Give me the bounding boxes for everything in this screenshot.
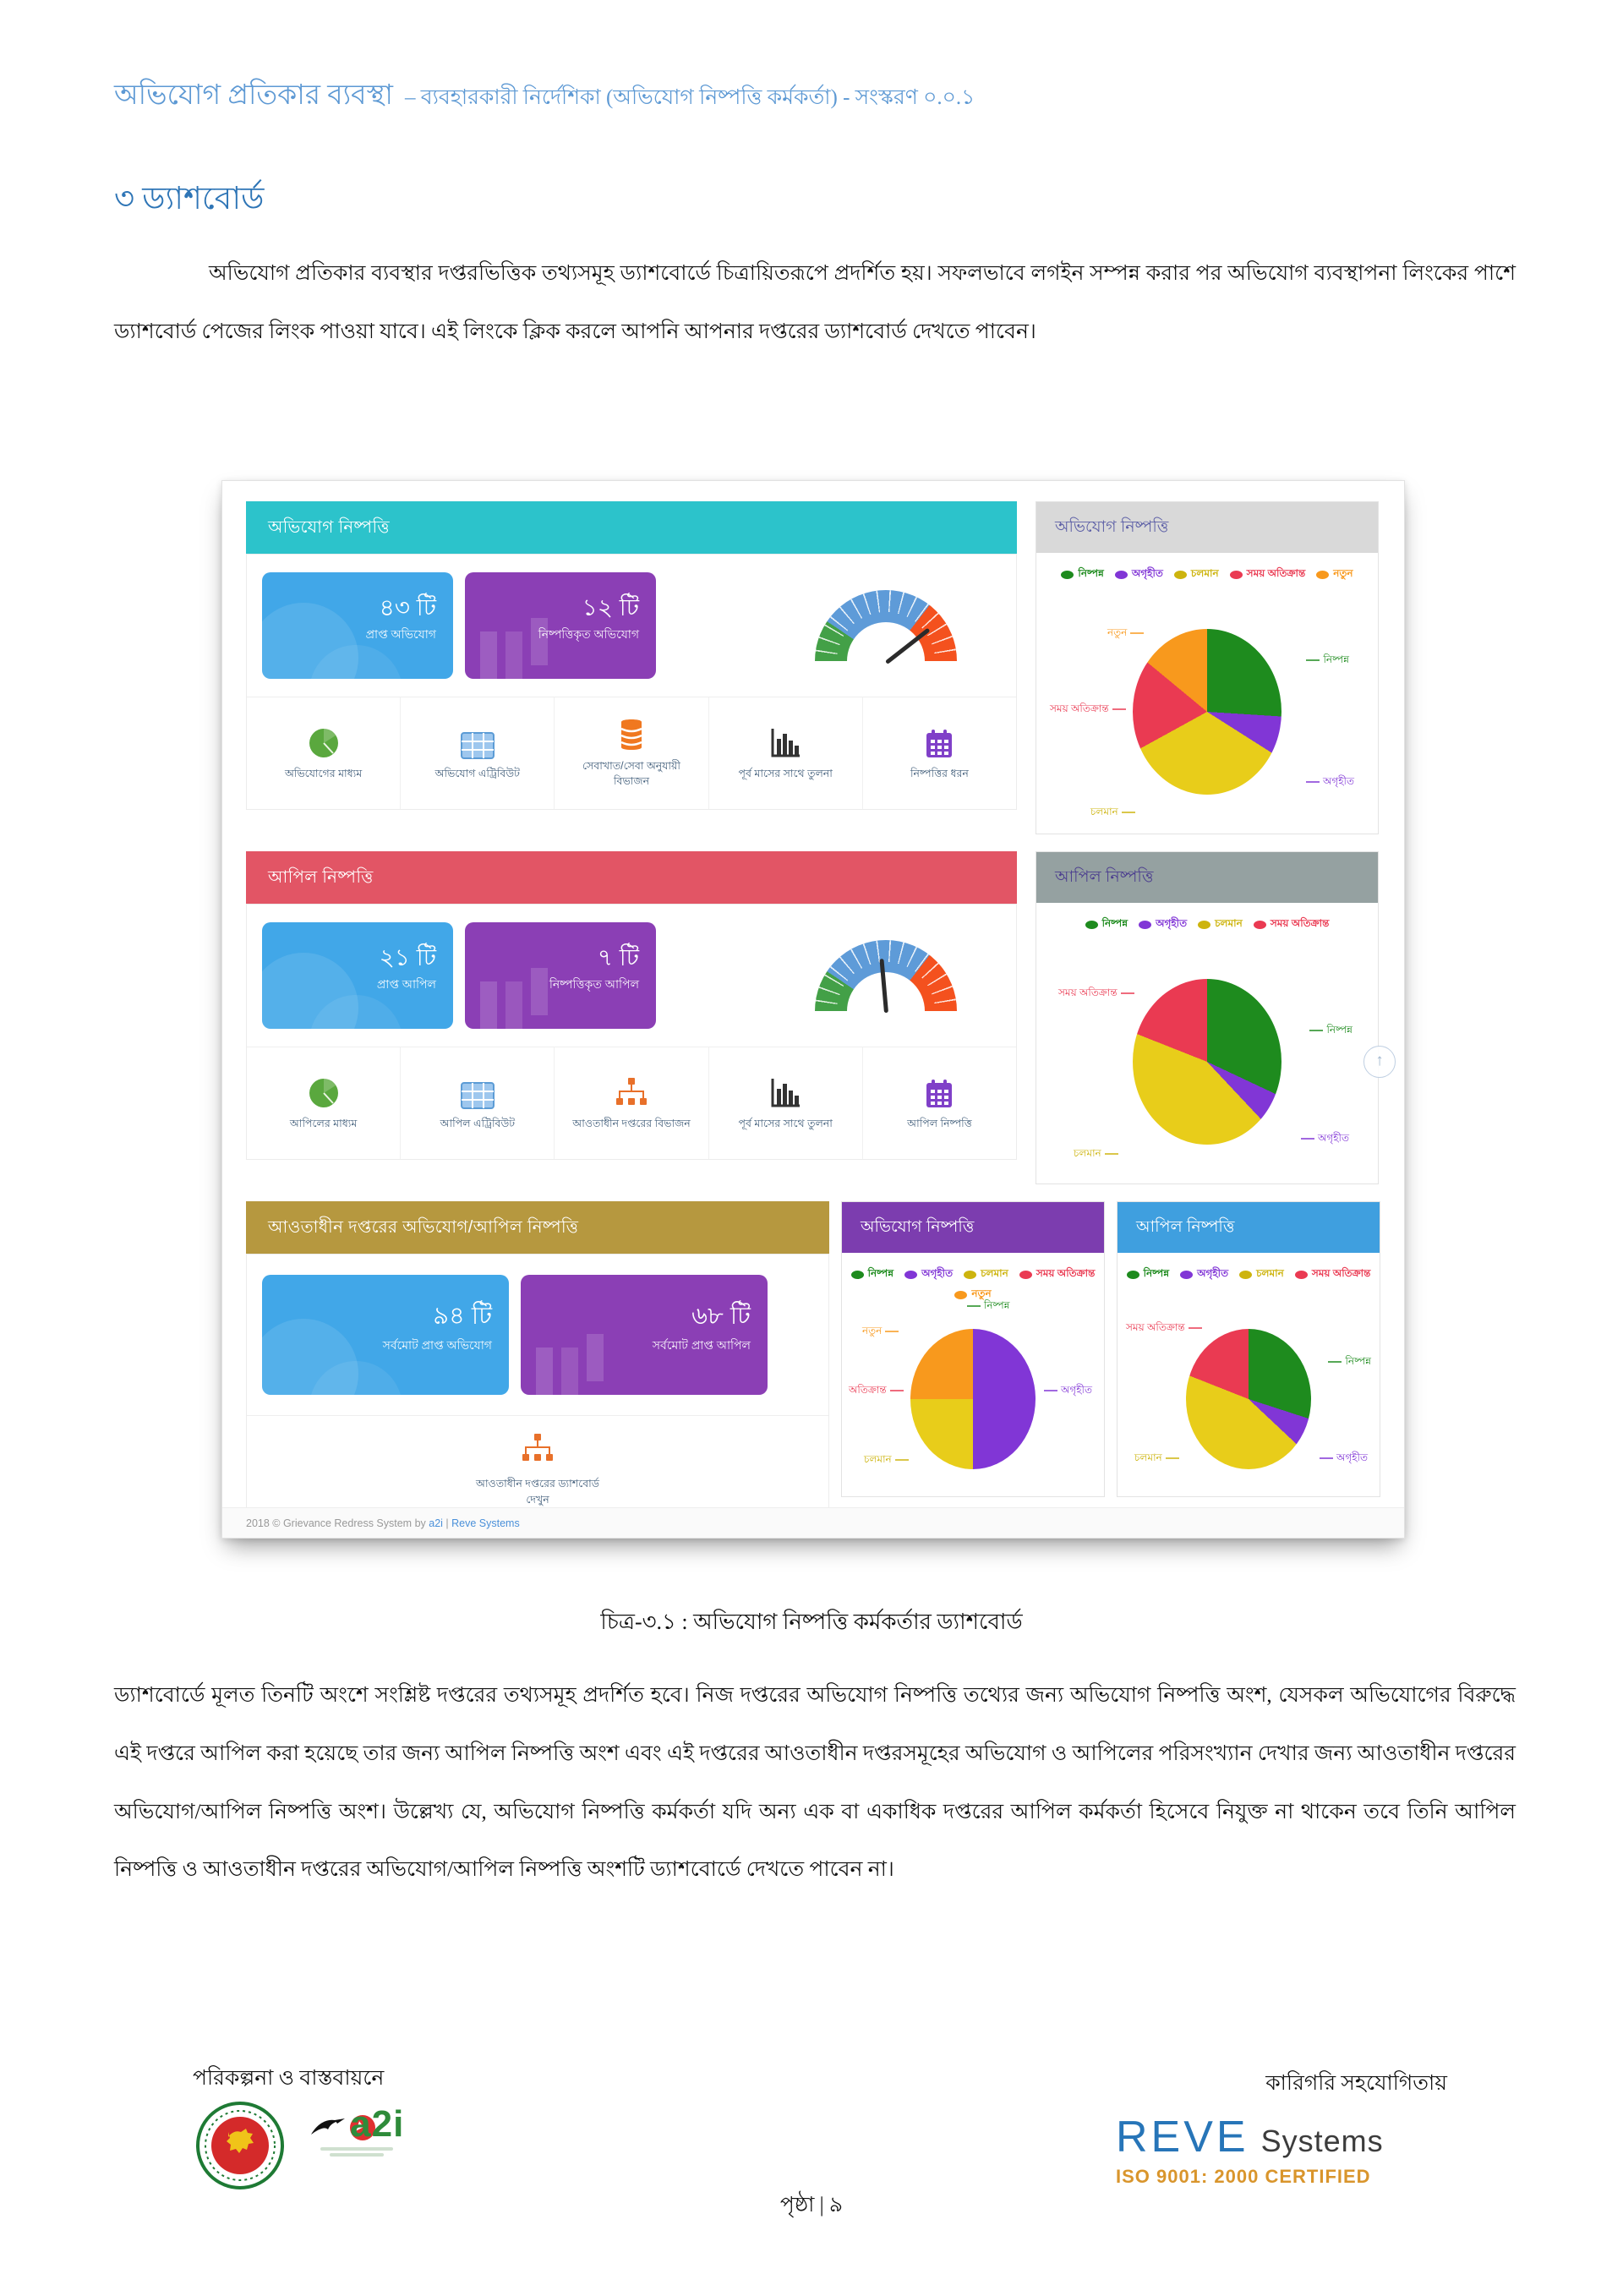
pie-callout: সময় অতিক্রান্ত	[1058, 986, 1134, 1003]
stat-label: প্রাপ্ত আপিল	[376, 977, 436, 991]
appeal-section-body	[246, 904, 1017, 1160]
appeal-section-header: আপিল নিষ্পত্তি	[246, 851, 1017, 904]
a2i-link[interactable]: a2i	[429, 1517, 443, 1529]
stat-label: প্রাপ্ত অভিযোগ	[365, 627, 436, 641]
pie-callout: অগৃহীত	[1301, 1131, 1349, 1148]
calendar-icon	[925, 1075, 954, 1109]
legend-label: সময় অতিক্রান্ত	[1270, 917, 1330, 929]
pie-legend	[1036, 903, 1378, 933]
org-chart-icon	[615, 1075, 648, 1109]
suboffice-appeal-pie-panel	[1117, 1201, 1380, 1497]
appeal-shortcut-row	[247, 1047, 1016, 1159]
dashboard-footer	[222, 1507, 1404, 1538]
legend-label: নিষ্পন্ন	[867, 1267, 894, 1279]
suboffice-section-header: আওতাধীন দপ্তরের অভিযোগ/আপিল নিষ্পত্তি	[246, 1201, 829, 1254]
bird-icon	[309, 2118, 347, 2136]
bar-chart-icon	[769, 1075, 801, 1109]
table-icon	[461, 725, 495, 759]
legend-label: নিষ্পন্ন	[1143, 1267, 1170, 1279]
pie-legend	[842, 1253, 1104, 1304]
legend-label: নিষ্পন্ন	[1101, 917, 1128, 929]
page-number: পৃষ্ঠা | ৯	[779, 2194, 844, 2217]
pie-area	[842, 1299, 1104, 1496]
suboffice-section-body	[246, 1254, 829, 1525]
pie-chart-icon	[308, 725, 340, 759]
legend-label: সময় অতিক্রান্ত	[1036, 1267, 1096, 1279]
appeal-pie-panel	[1036, 851, 1379, 1184]
appeal-section	[246, 851, 1017, 1160]
pie-callout: অগৃহীত	[1320, 1451, 1368, 1468]
legend-label: সময় অতিক্রান্ত	[1246, 567, 1306, 579]
a2i-tagline	[306, 2147, 407, 2159]
stat-value: ৯৪ টি	[433, 1303, 492, 1330]
panel-header: অভিযোগ নিষ্পত্তি	[842, 1202, 1104, 1253]
legend-swatch	[1316, 571, 1329, 579]
dashboard-screenshot	[221, 480, 1405, 1539]
panel-header: আপিল নিষ্পত্তি	[1036, 852, 1378, 903]
stat-label: নিষ্পত্তিকৃত অভিযোগ	[538, 627, 639, 641]
previous-month-compare-link[interactable]: পূর্ব মাসের সাথে তুলনা	[708, 697, 862, 809]
pie-callout: অতিক্রান্ত	[849, 1383, 904, 1400]
service-breakdown-link[interactable]: সেবাখাত/সেবা অনুযায়ী বিভাজন	[554, 697, 708, 809]
resolved-complaints-card[interactable]	[465, 572, 656, 679]
legend-label: অগৃহীত	[1156, 917, 1188, 929]
a2i-wordmark: a2i	[350, 2103, 405, 2145]
complaint-row	[246, 501, 1379, 833]
pie-callout: অগৃহীত	[1306, 774, 1354, 791]
legend-swatch	[964, 1271, 976, 1279]
reve-systems-logo	[1116, 2112, 1445, 2188]
scroll-to-top-button[interactable]	[1363, 1046, 1396, 1078]
reve-wordmark: REVE	[1116, 2113, 1249, 2162]
section-heading: ৩ ড্যাশবোর্ড	[114, 182, 265, 216]
pie-callout: নিষ্পন্ন	[1309, 1023, 1352, 1040]
legend-label: অগৃহীত	[1197, 1267, 1229, 1279]
complaint-section	[246, 501, 1017, 810]
pie-area	[1036, 592, 1378, 832]
suboffice-section	[246, 1201, 829, 1525]
org-chart-icon	[521, 1433, 555, 1469]
resolution-type-link[interactable]: নিষ্পত্তির ধরন	[862, 697, 1016, 809]
legend-label: চলমান	[1190, 567, 1219, 579]
pie-area	[1036, 942, 1378, 1182]
gauge-meter	[815, 940, 957, 1011]
suboffice-cards	[247, 1255, 828, 1415]
database-icon	[619, 718, 644, 752]
calendar-icon	[925, 725, 954, 759]
stat-label: সর্বমোট প্রাপ্ত আপিল	[652, 1338, 751, 1352]
suboffice-dashboard-link[interactable]: আওতাধীন দপ্তরের ড্যাশবোর্ড দেখুন	[247, 1415, 828, 1524]
total-complaints-card[interactable]	[262, 1275, 509, 1395]
technical-support-label: কারিগরি সহযোগিতায়	[1265, 2072, 1447, 2095]
doc-subtitle: – ব্যবহারকারী নির্দেশিকা (অভিযোগ নিষ্পত্তি কর্মকর্তা) - সংস্করণ ০.০.১	[404, 86, 975, 109]
reve-systems-link[interactable]: Reve Systems	[451, 1517, 520, 1529]
pie-callout: নিষ্পন্ন	[1306, 653, 1349, 670]
appeal-attribute-link[interactable]: আপিল এট্রিবিউট	[400, 1047, 554, 1159]
pie-callout: চলমান	[1134, 1451, 1179, 1468]
footer-divider: |	[442, 1517, 452, 1529]
legend-swatch	[1180, 1271, 1193, 1279]
panel-header: অভিযোগ নিষ্পত্তি	[1036, 502, 1378, 553]
planning-label: পরিকল্পনা ও বাস্তবায়নে	[193, 2067, 385, 2090]
stat-value: ৪৩ টি	[379, 594, 436, 620]
suboffice-row	[246, 1201, 1379, 1506]
pie-callout: নিষ্পন্ন	[967, 1298, 1010, 1315]
intro-paragraph: অভিযোগ প্রতিকার ব্যবস্থার দপ্তরভিত্তিক তথ্যসমূহ ড্যাশবোর্ডে চিত্রায়িতরূপে প্রদর্শিত হয়। সফলভাবে লগইন সম্পন্ন করার পর অভিযোগ ব্যবস্থাপনা লিংকের পাশে ড্যাশবোর্ড পেজের লিংক পাওয়া যাবে। এই লিংকে ক্লিক করলে আপনি আপনার দপ্তরের ড্যাশবোর্ড দেখতে পাবেন।	[114, 262, 1516, 343]
appeal-resolution-link[interactable]: আপিল নিষ্পত্তি	[862, 1047, 1016, 1159]
panel-body	[1118, 1253, 1380, 1496]
legend-swatch	[1230, 571, 1243, 579]
complaint-medium-link[interactable]: অভিযোগের মাধ্যম	[247, 697, 400, 809]
panel-body	[842, 1253, 1104, 1496]
pie-callout: চলমান	[1090, 805, 1135, 822]
complaint-section-header: অভিযোগ নিষ্পত্তি	[246, 501, 1017, 554]
received-complaints-card[interactable]	[262, 572, 453, 679]
legend-label: নিষ্পন্ন	[1078, 567, 1104, 579]
pie-callout: অগৃহীত	[1044, 1383, 1092, 1400]
appeal-row	[246, 851, 1379, 1183]
legend-label: চলমান	[1256, 1267, 1284, 1279]
legend-swatch	[1085, 921, 1098, 929]
a2i-logo	[306, 2102, 407, 2159]
complaint-shortcut-row	[247, 697, 1016, 809]
suboffice-appeal-pie-chart	[1186, 1329, 1311, 1469]
pie-callout: চলমান	[864, 1452, 909, 1469]
complaint-cards	[247, 555, 1016, 697]
doc-title: অভিযোগ প্রতিকার ব্যবস্থা	[114, 80, 393, 111]
legend-label: নতুন	[1333, 567, 1353, 579]
legend-swatch	[1019, 1271, 1032, 1279]
appeal-pie-chart	[1133, 979, 1281, 1145]
body-paragraph: ড্যাশবোর্ডে মূলত তিনটি অংশে সংশ্লিষ্ট দপ্তরের তথ্যসমূহ প্রদর্শিত হবে। নিজ দপ্তরের অভিযোগ নিষ্পত্তি তথ্যের জন্য অভিযোগ নিষ্পত্তি অংশ, যেসকল অভিযোগের বিরুদ্ধে এই দপ্তরে আপিল করা হয়েছে তার জন্য আপিল নিষ্পত্তি অংশ এবং এই দপ্তরের আওতাধীন দপ্তরসমূহের অভিযোগ ও আপিলের পরিসংখ্যান দেখার জন্য আওতাধীন দপ্তরের অভিযোগ/আপিল নিষ্পত্তি অংশ। উল্লেখ্য যে, অভিযোগ নিষ্পত্তি কর্মকর্তা যদি অন্য এক বা একাধিক দপ্তরের আপিল কর্মকর্তা হিসেবে নিযুক্ত না থাকেন তবে তিনি আপিল নিষ্পত্তি ও আওতাধীন দপ্তরের অভিযোগ/আপিল নিষ্পত্তি অংশটি ড্যাশবোর্ডে দেখতে পাবেন না।	[114, 1684, 1516, 1882]
appeal-medium-link[interactable]: আপিলের মাধ্যম	[247, 1047, 400, 1159]
legend-label: অগৃহীত	[1131, 567, 1163, 579]
reve-systems-text: Systems	[1260, 2124, 1384, 2158]
received-appeals-card[interactable]	[262, 922, 453, 1029]
previous-month-compare-link[interactable]: পূর্ব মাসের সাথে তুলনা	[708, 1047, 862, 1159]
figure-caption: চিত্র-৩.১ : অভিযোগ নিষ্পত্তি কর্মকর্তার ড্যাশবোর্ড	[600, 1610, 1023, 1634]
pie-callout: সময় অতিক্রান্ত	[1050, 702, 1126, 719]
suboffice-complaint-pie-panel	[841, 1201, 1105, 1497]
complaint-section-body	[246, 554, 1017, 810]
legend-swatch	[954, 1291, 967, 1299]
total-appeals-card[interactable]	[521, 1275, 768, 1395]
legend-label: অগৃহীত	[921, 1267, 954, 1279]
pie-callout: নতুন	[862, 1324, 899, 1341]
up-arrow-icon: ↑	[1375, 1052, 1384, 1069]
complaint-attribute-link[interactable]: অভিযোগ এট্রিবিউট	[400, 697, 554, 809]
legend-swatch	[851, 1271, 864, 1279]
panel-body	[1036, 903, 1378, 1182]
pie-callout: চলমান	[1074, 1146, 1118, 1163]
doc-header	[114, 73, 1551, 120]
complaint-pie-chart	[1133, 629, 1281, 795]
footer-logos	[196, 2102, 407, 2194]
pie-callout: নতুন	[1107, 626, 1144, 642]
legend-swatch	[1061, 571, 1074, 579]
stat-value: ২১ টি	[379, 944, 436, 970]
legend-swatch	[1254, 921, 1266, 929]
gauge-meter	[815, 590, 957, 661]
legend-swatch	[1115, 571, 1128, 579]
stat-value: ৬৮ টি	[691, 1303, 751, 1330]
legend-swatch	[1198, 921, 1210, 929]
legend-label: সময় অতিক্রান্ত	[1311, 1267, 1371, 1279]
pie-callout: সময় অতিক্রান্ত	[1126, 1320, 1202, 1337]
pie-legend	[1036, 553, 1378, 583]
legend-swatch	[904, 1271, 917, 1279]
suboffice-breakdown-link[interactable]: আওতাধীন দপ্তরের বিভাজন	[554, 1047, 708, 1159]
stat-label: সর্বমোট প্রাপ্ত অভিযোগ	[382, 1338, 492, 1352]
stat-value: ৭ টি	[597, 944, 639, 970]
iso-certified-text: ISO 9001: 2000 CERTIFIED	[1116, 2166, 1371, 2187]
suboffice-complaint-pie-chart	[910, 1329, 1036, 1469]
legend-swatch	[1127, 1271, 1139, 1279]
legend-swatch	[1295, 1271, 1308, 1279]
pie-callout: নিষ্পন্ন	[1328, 1354, 1371, 1371]
legend-swatch	[1174, 571, 1187, 579]
panel-header: আপিল নিষ্পত্তি	[1118, 1202, 1380, 1253]
pie-legend	[1118, 1253, 1380, 1283]
legend-label: চলমান	[1215, 917, 1243, 929]
stat-value: ১২ টি	[582, 594, 639, 620]
panel-body	[1036, 553, 1378, 832]
complaint-pie-panel	[1036, 501, 1379, 834]
legend-swatch	[1139, 921, 1151, 929]
resolved-appeals-card[interactable]	[465, 922, 656, 1029]
govt-seal-logo	[196, 2102, 284, 2194]
copyright-text: 2018 © Grievance Redress System by	[246, 1517, 429, 1529]
table-icon	[461, 1075, 495, 1109]
legend-label: চলমান	[981, 1267, 1008, 1279]
legend-swatch	[1239, 1271, 1252, 1279]
appeal-cards	[247, 905, 1016, 1047]
stat-label: নিষ্পত্তিকৃত আপিল	[549, 977, 639, 991]
pie-area	[1118, 1302, 1380, 1496]
legend-label: নতুন	[971, 1287, 992, 1299]
pie-chart-icon	[308, 1075, 340, 1109]
bar-chart-icon	[769, 725, 801, 759]
